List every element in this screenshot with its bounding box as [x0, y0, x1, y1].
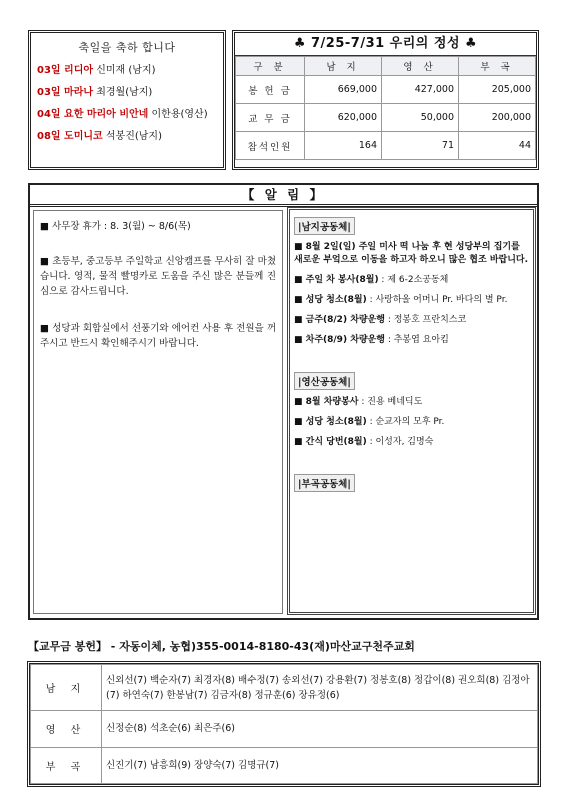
community-item [294, 396, 529, 409]
donor-names: 신진기(7) 남흥희(9) 장양숙(7) 김명규(7) [102, 747, 538, 784]
bank-text: - 자동이체, 농협)355-0014-8180-43(재)마산교구천주교회 [106, 640, 415, 653]
table-row [236, 104, 536, 132]
table-row [31, 747, 538, 784]
community-item [294, 241, 529, 267]
bank-title: 【교무금 봉헌】 [28, 640, 107, 653]
notice-item: ■ 초등부, 중고등부 주일학교 신앙캠프를 무사히 잘 마쳤습니다. 영적, 물적 빨명카로 도움을 주신 많은 분들께 진심으로 감사드립니다. [40, 256, 276, 297]
feast-date: 04일 요한 마리아 비안네 [37, 109, 149, 120]
community-item [294, 436, 529, 449]
offering-header-row [236, 57, 536, 76]
cell-value: 427,000 [382, 76, 459, 104]
item-value: : 이성자, 김명숙 [366, 437, 434, 447]
header-category: 구 분 [236, 57, 305, 76]
donor-community-label: 남 지 [31, 665, 102, 711]
offering-title: ♣ 7/25-7/31 우리의 정성 ♣ [235, 33, 536, 56]
community-item [294, 294, 529, 307]
section-title-yeongsan: |영산공동체| [294, 372, 355, 390]
donor-community-label: 영 산 [31, 711, 102, 748]
donor-names: 신정순(8) 석초순(6) 최은주(6) [102, 711, 538, 748]
feast-date: 03일 마라나 [37, 87, 94, 98]
feast-names: 신미재 (남지) [96, 65, 156, 76]
community-item [294, 274, 529, 287]
feast-date: 03일 리디아 [37, 65, 94, 76]
row-label: 참석인원 [236, 132, 305, 160]
cell-value: 200,000 [459, 104, 536, 132]
notice-item: ■ 사무장 휴가 : 8. 3(월) ~ 8/6(목) [40, 221, 191, 232]
item-label: ■ 8월 2일(일) 주일 미사 떡 나눔 후 현 성당부의 집기를 새로운 부엌으로 이동을 하고자 하오니 많은 협조 바랍니다. [294, 242, 529, 265]
feast-names: 석봉진(남지) [105, 131, 162, 142]
item-label: ■ 성당 청소(8월) [294, 417, 367, 427]
table-row [236, 132, 536, 160]
community-item [294, 314, 529, 327]
item-value: : 순교자의 모후 Pr. [366, 417, 445, 427]
feast-item [37, 130, 217, 143]
row-label: 봉 헌 금 [236, 76, 305, 104]
donor-box [27, 661, 541, 787]
offering-box [232, 30, 539, 170]
item-label: ■ 간식 당번(8월) [294, 437, 367, 447]
notice-general-column [33, 210, 283, 614]
item-label: ■ 주일 차 봉사(8월) [294, 275, 379, 285]
notice-item: ■ 성당과 회합실에서 선풍기와 에어컨 사용 후 전원을 꺼주시고 반드시 확인해주시기 바랍니다. [40, 323, 276, 349]
community-item [294, 416, 529, 429]
item-label: ■ 차주(8/9) 차량운행 [294, 335, 385, 345]
community-item [294, 334, 529, 347]
table-row [31, 711, 538, 748]
cell-value: 620,000 [305, 104, 382, 132]
feast-date: 08일 도미니코 [37, 131, 103, 142]
donor-table [30, 664, 538, 784]
feast-names: 이한용(영산) [151, 109, 208, 120]
feast-item [37, 86, 217, 99]
item-label: ■ 8월 차량봉사 [294, 397, 359, 407]
header-yeongsan: 영 산 [382, 57, 459, 76]
header-bugok: 부 곡 [459, 57, 536, 76]
cell-value: 44 [459, 132, 536, 160]
feast-heading: 축일을 축하 합니다 [78, 41, 176, 54]
item-value: : 진용 베네딕도 [358, 397, 423, 407]
feast-item [37, 108, 217, 121]
cell-value: 164 [305, 132, 382, 160]
donor-community-label: 부 곡 [31, 747, 102, 784]
notice-box [28, 183, 539, 620]
row-label: 교 무 금 [236, 104, 305, 132]
offering-table [235, 56, 536, 160]
item-label: ■ 금주(8/2) 차량운행 [294, 315, 385, 325]
table-row [31, 665, 538, 711]
cell-value: 669,000 [305, 76, 382, 104]
bank-info [28, 638, 548, 654]
donor-names: 신외선(7) 백순자(7) 최경자(8) 배수정(7) 송외선(7) 강용환(7) 정봉호(8) 정갑이(8) 권오희(8) 김정아(7) 하연숙(7) 한봉남(7) 김금자(8) 정규훈(6) 장유정(6) [102, 665, 538, 711]
feast-names: 최경월(남지) [96, 87, 153, 98]
notice-community-column [287, 207, 536, 615]
cell-value: 50,000 [382, 104, 459, 132]
cell-value: 71 [382, 132, 459, 160]
item-value: : 추봉엽 요아킴 [384, 335, 449, 345]
section-title-bugok: |부곡공동체| [294, 474, 355, 492]
item-value: : 정봉호 프란치스코 [384, 315, 467, 325]
feast-day-box [28, 30, 226, 170]
item-value: : 사랑하올 어머니 Pr. 바다의 별 Pr. [366, 295, 508, 305]
section-title-namji: |남지공동체| [294, 217, 355, 235]
item-label: ■ 성당 청소(8월) [294, 295, 367, 305]
notice-heading: 【 알 림 】 [30, 185, 537, 207]
feast-item [37, 64, 217, 77]
table-row [236, 76, 536, 104]
item-value: : 제 6-2소공동체 [378, 275, 449, 285]
cell-value: 205,000 [459, 76, 536, 104]
header-namji: 남 지 [305, 57, 382, 76]
